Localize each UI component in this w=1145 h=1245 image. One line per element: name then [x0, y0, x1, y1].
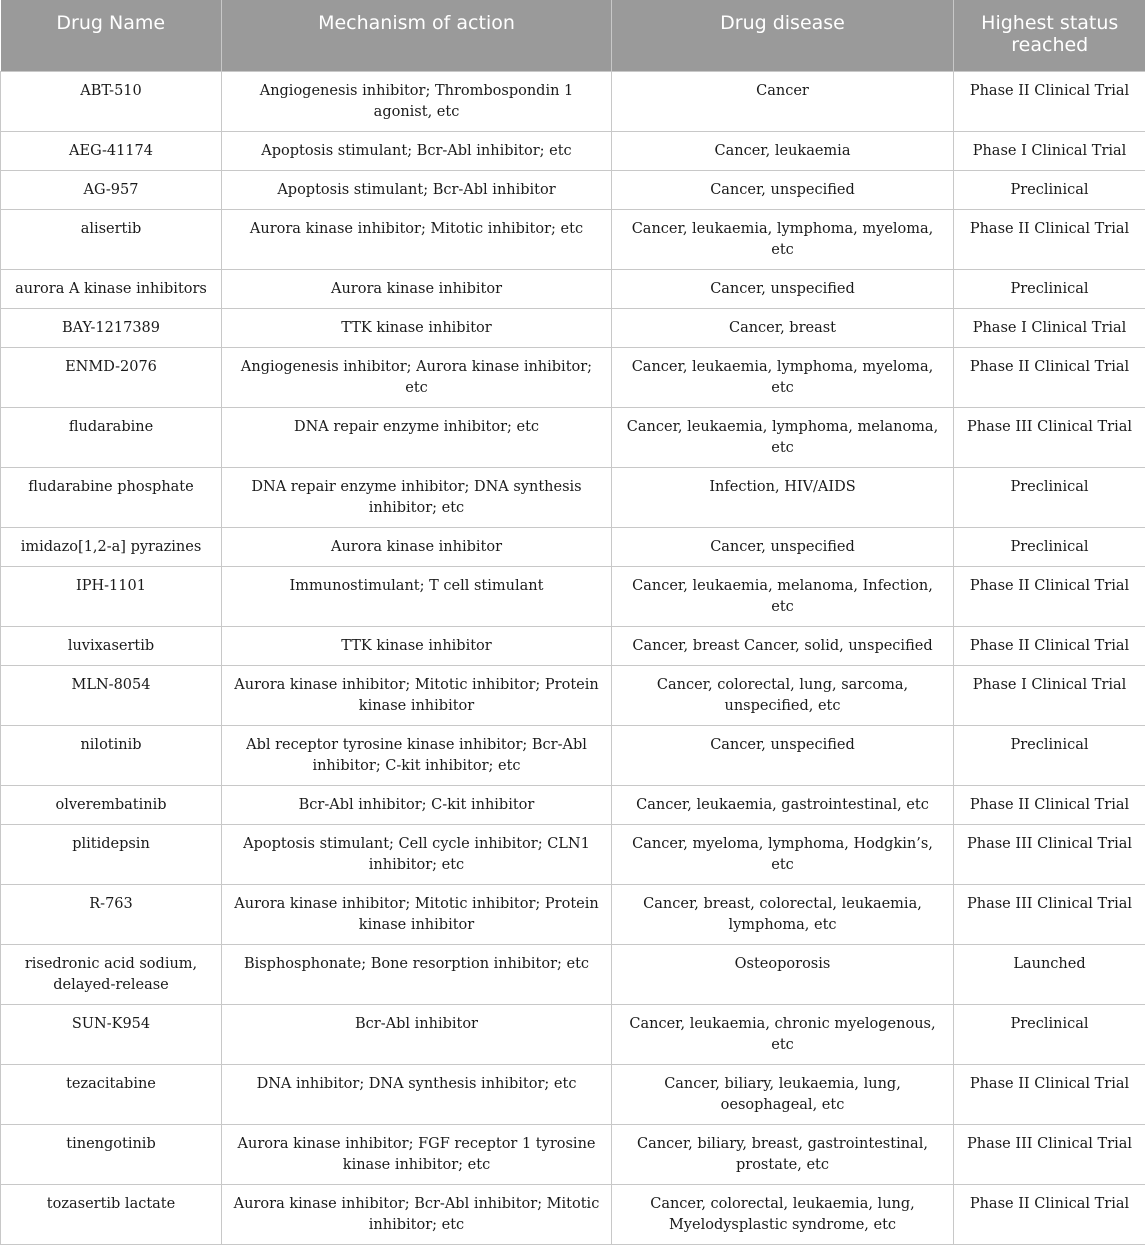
disease-cell: Cancer, unspecified	[612, 725, 954, 785]
table-row	[1, 1184, 1145, 1244]
drug-name-cell: ENMD-2076	[1, 347, 222, 407]
table-header	[1, 0, 1145, 71]
drug-name-cell: MLN-8054	[1, 665, 222, 725]
mechanism-cell: Abl receptor tyrosine kinase inhibitor; Bcr-Abl inhibitor; C-kit inhibitor; etc	[222, 725, 612, 785]
disease-cell: Cancer, leukaemia, melanoma, Infection, etc	[612, 566, 954, 626]
table-row	[1, 347, 1145, 407]
mechanism-cell: DNA repair enzyme inhibitor; etc	[222, 407, 612, 467]
mechanism-cell: Angiogenesis inhibitor; Thrombospondin 1 agonist, etc	[222, 71, 612, 131]
header-status-label: Highest status reached	[962, 0, 1138, 56]
mechanism-cell: Aurora kinase inhibitor	[222, 269, 612, 308]
drug-name-cell: olverembatinib	[1, 785, 222, 824]
status-cell: Preclinical	[954, 269, 1145, 308]
mechanism-cell: Apoptosis stimulant; Cell cycle inhibitor; CLN1 inhibitor; etc	[222, 824, 612, 884]
drug-name-cell: AG-957	[1, 170, 222, 209]
status-cell: Phase II Clinical Trial	[954, 1064, 1145, 1124]
drug-name-cell: fludarabine	[1, 407, 222, 467]
table-row	[1, 131, 1145, 170]
header-drug-name-label: Drug Name	[9, 0, 214, 34]
mechanism-cell: Aurora kinase inhibitor; Mitotic inhibitor; Protein kinase inhibitor	[222, 884, 612, 944]
table-row	[1, 725, 1145, 785]
drug-name-cell: tezacitabine	[1, 1064, 222, 1124]
mechanism-cell: Bcr-Abl inhibitor; C-kit inhibitor	[222, 785, 612, 824]
status-cell: Phase II Clinical Trial	[954, 347, 1145, 407]
status-cell: Phase III Clinical Trial	[954, 824, 1145, 884]
status-cell: Phase I Clinical Trial	[954, 308, 1145, 347]
drug-name-cell: aurora A kinase inhibitors	[1, 269, 222, 308]
drug-name-cell: tinengotinib	[1, 1124, 222, 1184]
disease-cell: Cancer, leukaemia, gastrointestinal, etc	[612, 785, 954, 824]
table-row	[1, 824, 1145, 884]
status-cell: Phase I Clinical Trial	[954, 131, 1145, 170]
header-status	[954, 0, 1145, 71]
status-cell: Preclinical	[954, 527, 1145, 566]
table-row	[1, 944, 1145, 1004]
mechanism-cell: DNA repair enzyme inhibitor; DNA synthesis inhibitor; etc	[222, 467, 612, 527]
table-row	[1, 308, 1145, 347]
status-cell: Preclinical	[954, 725, 1145, 785]
table-row	[1, 407, 1145, 467]
status-cell: Phase II Clinical Trial	[954, 566, 1145, 626]
status-cell: Phase II Clinical Trial	[954, 785, 1145, 824]
status-cell: Phase III Clinical Trial	[954, 1124, 1145, 1184]
mechanism-cell: Immunostimulant; T cell stimulant	[222, 566, 612, 626]
mechanism-cell: Bisphosphonate; Bone resorption inhibitor; etc	[222, 944, 612, 1004]
disease-cell: Cancer, leukaemia, lymphoma, melanoma, etc	[612, 407, 954, 467]
drug-name-cell: luvixasertib	[1, 626, 222, 665]
status-cell: Launched	[954, 944, 1145, 1004]
disease-cell: Cancer, breast	[612, 308, 954, 347]
drug-name-cell: risedronic acid sodium, delayed-release	[1, 944, 222, 1004]
table-row	[1, 71, 1145, 131]
table-row	[1, 566, 1145, 626]
drug-name-cell: tozasertib lactate	[1, 1184, 222, 1244]
status-cell: Preclinical	[954, 467, 1145, 527]
table-row	[1, 626, 1145, 665]
disease-cell: Cancer, leukaemia, lymphoma, myeloma, etc	[612, 347, 954, 407]
mechanism-cell: DNA inhibitor; DNA synthesis inhibitor; etc	[222, 1064, 612, 1124]
table-row	[1, 884, 1145, 944]
table-row	[1, 785, 1145, 824]
mechanism-cell: Aurora kinase inhibitor; FGF receptor 1 tyrosine kinase inhibitor; etc	[222, 1124, 612, 1184]
mechanism-cell: Aurora kinase inhibitor; Mitotic inhibitor; etc	[222, 209, 612, 269]
table-row	[1, 209, 1145, 269]
header-row	[1, 0, 1145, 71]
drug-name-cell: ABT-510	[1, 71, 222, 131]
drug-name-cell: fludarabine phosphate	[1, 467, 222, 527]
status-cell: Phase II Clinical Trial	[954, 209, 1145, 269]
disease-cell: Cancer, leukaemia, chronic myelogenous, etc	[612, 1004, 954, 1064]
disease-cell: Cancer, colorectal, lung, sarcoma, unspecified, etc	[612, 665, 954, 725]
table-row	[1, 1064, 1145, 1124]
header-drug-name	[1, 0, 222, 71]
disease-cell: Osteoporosis	[612, 944, 954, 1004]
disease-cell: Cancer, breast, colorectal, leukaemia, lymphoma, etc	[612, 884, 954, 944]
status-cell: Preclinical	[954, 170, 1145, 209]
table-row	[1, 527, 1145, 566]
drug-name-cell: SUN-K954	[1, 1004, 222, 1064]
disease-cell: Cancer, biliary, breast, gastrointestinal, prostate, etc	[612, 1124, 954, 1184]
table-row	[1, 269, 1145, 308]
disease-cell: Cancer, unspecified	[612, 527, 954, 566]
mechanism-cell: Apoptosis stimulant; Bcr-Abl inhibitor; etc	[222, 131, 612, 170]
disease-cell: Cancer	[612, 71, 954, 131]
header-mechanism-label: Mechanism of action	[230, 0, 603, 34]
disease-cell: Cancer, myeloma, lymphoma, Hodgkin’s, etc	[612, 824, 954, 884]
status-cell: Phase III Clinical Trial	[954, 407, 1145, 467]
table-row	[1, 665, 1145, 725]
mechanism-cell: Bcr-Abl inhibitor	[222, 1004, 612, 1064]
status-cell: Phase II Clinical Trial	[954, 1184, 1145, 1244]
header-disease-label: Drug disease	[620, 0, 945, 34]
disease-cell: Cancer, leukaemia	[612, 131, 954, 170]
drug-name-cell: alisertib	[1, 209, 222, 269]
status-cell: Phase II Clinical Trial	[954, 626, 1145, 665]
status-cell: Phase II Clinical Trial	[954, 71, 1145, 131]
mechanism-cell: Apoptosis stimulant; Bcr-Abl inhibitor	[222, 170, 612, 209]
table-row	[1, 1004, 1145, 1064]
table-row	[1, 1124, 1145, 1184]
disease-cell: Cancer, unspecified	[612, 170, 954, 209]
drug-name-cell: R-763	[1, 884, 222, 944]
status-cell: Preclinical	[954, 1004, 1145, 1064]
header-mechanism	[222, 0, 612, 71]
header-disease	[612, 0, 954, 71]
table-row	[1, 467, 1145, 527]
disease-cell: Cancer, leukaemia, lymphoma, myeloma, etc	[612, 209, 954, 269]
disease-cell: Infection, HIV/AIDS	[612, 467, 954, 527]
drug-name-cell: imidazo[1,2-a] pyrazines	[1, 527, 222, 566]
drug-name-cell: AEG-41174	[1, 131, 222, 170]
disease-cell: Cancer, breast Cancer, solid, unspecified	[612, 626, 954, 665]
drug-name-cell: IPH-1101	[1, 566, 222, 626]
table-row	[1, 170, 1145, 209]
mechanism-cell: TTK kinase inhibitor	[222, 308, 612, 347]
mechanism-cell: Aurora kinase inhibitor	[222, 527, 612, 566]
mechanism-cell: Aurora kinase inhibitor; Bcr-Abl inhibitor; Mitotic inhibitor; etc	[222, 1184, 612, 1244]
drug-name-cell: BAY-1217389	[1, 308, 222, 347]
status-cell: Phase III Clinical Trial	[954, 884, 1145, 944]
disease-cell: Cancer, biliary, leukaemia, lung, oesophageal, etc	[612, 1064, 954, 1124]
disease-cell: Cancer, colorectal, leukaemia, lung, Myelodysplastic syndrome, etc	[612, 1184, 954, 1244]
drug-name-cell: nilotinib	[1, 725, 222, 785]
mechanism-cell: Angiogenesis inhibitor; Aurora kinase inhibitor; etc	[222, 347, 612, 407]
table-body	[1, 71, 1145, 1244]
drug-name-cell: plitidepsin	[1, 824, 222, 884]
status-cell: Phase I Clinical Trial	[954, 665, 1145, 725]
disease-cell: Cancer, unspecified	[612, 269, 954, 308]
mechanism-cell: TTK kinase inhibitor	[222, 626, 612, 665]
mechanism-cell: Aurora kinase inhibitor; Mitotic inhibitor; Protein kinase inhibitor	[222, 665, 612, 725]
